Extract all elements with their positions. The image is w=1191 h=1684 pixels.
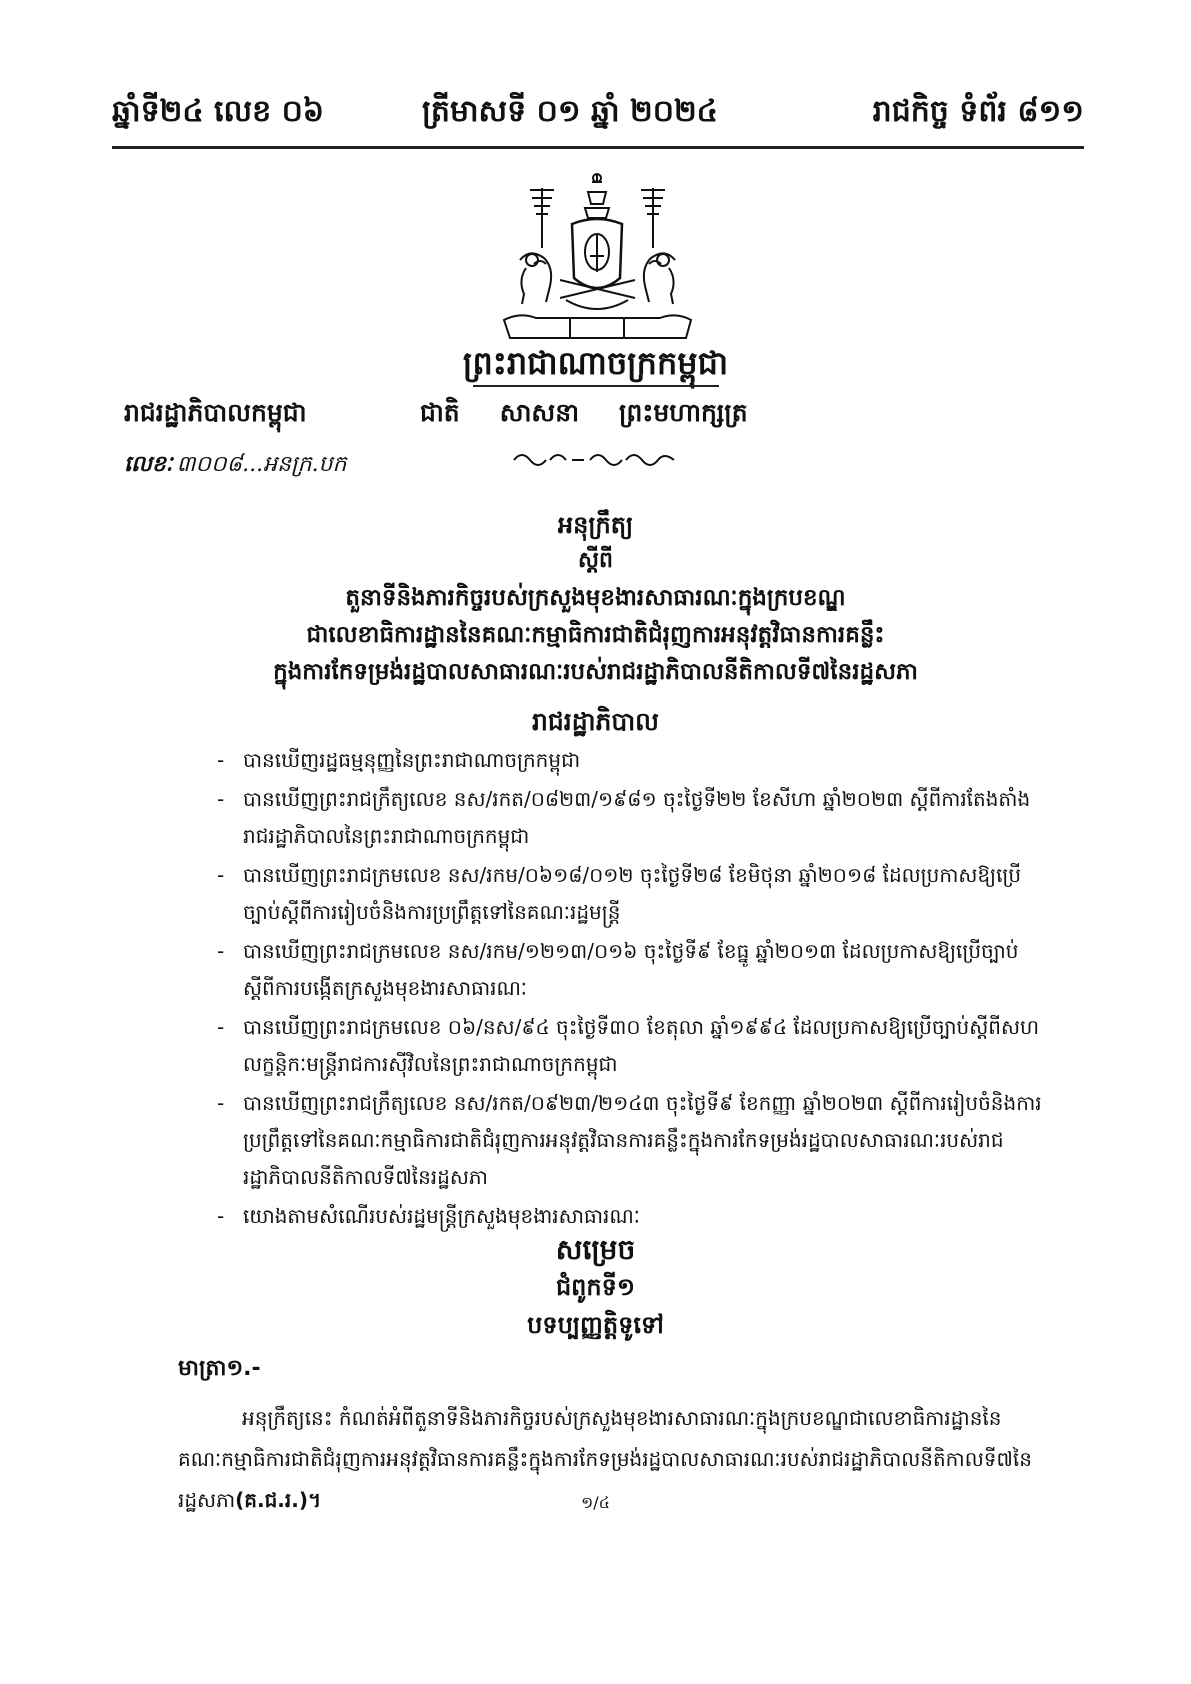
- reference-item: - បានឃើញព្រះរាជក្រមលេខ ០៦/នស/៩៤ ចុះថ្ងៃទី៣០ ខែតុលា ឆ្នាំ១៩៩៤ ដែលប្រកាសឱ្យប្រើច្បាប់ស្តីពីសហលក្ខន្តិកៈមន្ត្រីរាជការស៊ីវិលនៃព្រះរាជាណាចក្រកម្ពុជា: [213, 1009, 1045, 1083]
- gazette-year-issue: ឆ្នាំទី២៤ លេខ ០៦: [112, 94, 325, 129]
- gazette-header: [112, 92, 1084, 140]
- reference-item: - បានឃើញរដ្ឋធម្មនុញ្ញនៃព្រះរាជាណាចក្រកម្ពុជា: [213, 742, 1045, 779]
- reference-item: - បានឃើញព្រះរាជក្រឹត្យលេខ នស/រកត/០៩២៣/២១៤៣ ចុះថ្ងៃទី៩ ខែកញ្ញា ឆ្នាំ២០២៣ ស្តីពីការរៀបចំនិងការប្រព្រឹត្តទៅនៃគណៈកម្មាធិការជាតិជំរុញការអនុវត្តវិធានការគន្លឹះក្នុងការកែទម្រង់រដ្ឋបាលសាធារណៈរបស់រាជរដ្ឋាភិបាលនីតិកាលទី៧នៃរដ្ឋសភា: [213, 1085, 1045, 1196]
- kingdom-title-underline: [473, 385, 719, 387]
- motto-religion: សាសនា: [499, 398, 580, 427]
- chapter-heading: ជំពូកទី១: [555, 1273, 636, 1301]
- article-abbreviation: (គ.ជ.រ.)។: [235, 1488, 322, 1512]
- reference-label: លេខៈ: [124, 452, 173, 477]
- reference-value: ៣០០៨...អនក្រ.បក: [176, 452, 347, 477]
- chapter-title: បទប្បញ្ញត្តិទូទៅ: [527, 1311, 664, 1339]
- royal-coat-of-arms-icon: [500, 168, 695, 346]
- ornament-divider-icon: [510, 446, 680, 472]
- government-heading: រាជរដ្ឋាភិបាល: [532, 707, 659, 736]
- reference-item: - បានឃើញព្រះរាជក្រមលេខ នស/រកម/០៦១៨/០១២ ចុះថ្ងៃទី២៨ ខែមិថុនា ឆ្នាំ២០១៨ ដែលប្រកាសឱ្យប្រើច្បាប់ស្តីពីការរៀបចំនិងការប្រព្រឹត្តទៅនៃគណៈរដ្ឋមន្ត្រី: [213, 857, 1045, 931]
- document-title-line: ជាលេខាធិការដ្ឋាននៃគណៈកម្មាធិការជាតិជំរុញការអនុវត្តវិធានការគន្លឹះ: [306, 622, 885, 648]
- header-rule: [112, 146, 1084, 149]
- document-about: ស្តីពី: [578, 548, 613, 573]
- article-heading: មាត្រា១.-: [178, 1356, 261, 1381]
- document-title-line: ក្នុងការកែទម្រង់រដ្ឋបាលសាធារណៈរបស់រាជរដ្ឋាភិបាលនីតិកាលទី៧នៃរដ្ឋសភា: [273, 659, 918, 685]
- article-text: អនុក្រឹត្យនេះ កំណត់អំពីតួនាទីនិងភារកិច្ចរបស់ក្រសួងមុខងារសាធារណៈក្នុងក្របខណ្ឌជាលេខាធិការដ្ឋាននៃគណៈកម្មាធិការជាតិជំរុញការអនុវត្តវិធានការគន្លឹះក្នុងការកែទម្រង់រដ្ឋបាលសាធារណៈរបស់រាជរដ្ឋាភិបាលនីតិកាលទី៧នៃរដ្ឋសភា: [178, 1406, 1032, 1512]
- government-label: រាជរដ្ឋាភិបាលកម្ពុជា: [124, 398, 307, 427]
- kingdom-title: ព្រះរាជាណាចក្រកម្ពុជា: [462, 344, 729, 382]
- national-motto: [420, 398, 748, 434]
- document-type: អនុក្រឹត្យ: [557, 511, 634, 539]
- reference-item: - បានឃើញព្រះរាជក្រឹត្យលេខ នស/រកត/០៨២៣/១៩៨១ ចុះថ្ងៃទី២២ ខែសីហា ឆ្នាំ២០២៣ ស្តីពីការតែងតាំងរាជរដ្ឋាភិបាលនៃព្រះរាជាណាចក្រកម្ពុជា: [213, 781, 1045, 855]
- reference-item: - យោងតាមសំណើរបស់រដ្ឋមន្ត្រីក្រសួងមុខងារសាធារណៈ: [213, 1198, 1045, 1235]
- reference-number: [124, 450, 347, 482]
- legal-references: [213, 742, 1045, 1237]
- document-title-line: តួនាទីនិងភារកិច្ចរបស់ក្រសួងមុខងារសាធារណៈក្នុងក្របខណ្ឌ: [345, 585, 846, 611]
- page-number: ១/៤: [581, 1493, 610, 1512]
- decision-heading: សម្រេច: [555, 1233, 636, 1266]
- motto-nation: ជាតិ: [420, 398, 460, 427]
- gazette-page: រាជកិច្ច ទំព័រ ៨១១: [872, 94, 1084, 129]
- reference-item: - បានឃើញព្រះរាជក្រមលេខ នស/រកម/១២១៣/០១៦ ចុះថ្ងៃទី៩ ខែធ្នូ ឆ្នាំ២០១៣ ដែលប្រកាសឱ្យប្រើច្បាប់ស្តីពីការបង្កើតក្រសួងមុខងារសាធារណៈ: [213, 933, 1045, 1007]
- motto-king: ព្រះមហាក្សត្រ: [619, 398, 748, 427]
- gazette-quarter: ត្រីមាសទី ០១ ឆ្នាំ ២០២៤: [422, 94, 718, 129]
